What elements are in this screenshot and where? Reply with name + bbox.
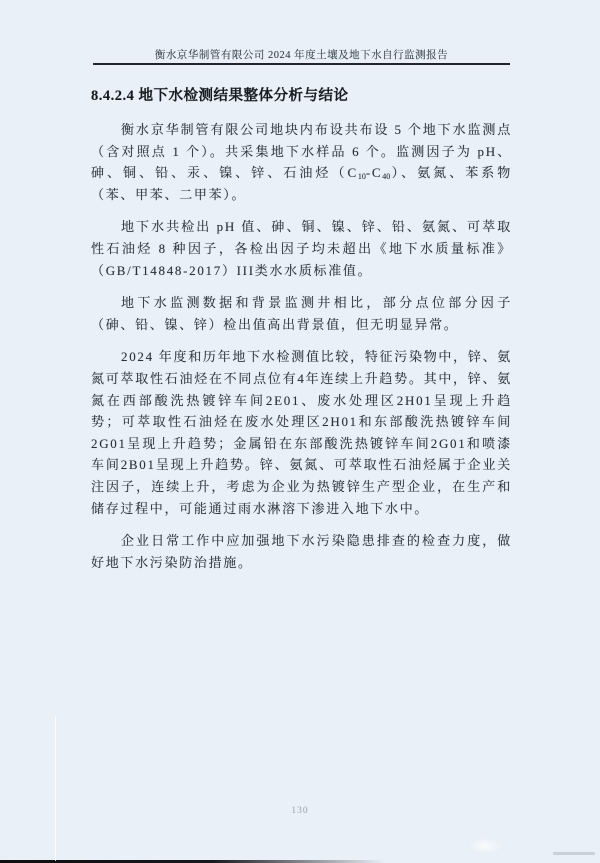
header-divider-rule	[93, 63, 510, 65]
paragraph: 衡水京华制管有限公司地块内布设共布设 5 个地下水监测点（含对照点 1 个）。共采集地下水样品 6 个。监测因子为 pH、砷、铜、铅、汞、镍、锌、石油烃$(C_{10}-C_{40})$、氨氮、苯系物（苯、甲苯、二甲苯）。	[91, 122, 512, 202]
paragraph: 2024 年度和历年地下水检测值比较，特征污染物中，锌、氨氮可萃取性石油烃在不同点位有4年连续上升趋势。其中，锌、氨氮在西部酸洗热镀锌车间2E01、废水处理区2H01呈现上升趋势；可萃取性石油烃在废水处理区2H01和东部酸洗热镀锌车间2G01呈现上升趋势；金属铅在东部酸洗热镀锌车间2G01和喷漆车间2B01呈现上升趋势。锌、氨氮、可萃取性石油烃属于企业关注因子，连续上升，考虑为企业为热镀锌生产型企业，在生产和储存过程中，可能通过雨水淋溶下渗进入地下水中。	[91, 349, 512, 516]
page-number: 130	[291, 806, 309, 816]
running-header: 衡水京华制管有限公司 2024 年度土壤及地下水自行监测报告	[154, 50, 449, 61]
scan-speckle-artifact	[468, 838, 502, 854]
subscript-text: 10	[357, 172, 366, 182]
paragraph: 企业日常工作中应加强地下水污染隐患排查的检查力度，做好地下水污染防治措施。	[91, 533, 512, 570]
paragraph: 地下水共检出 pH 值、砷、铜、镍、锌、铅、氨氮、可萃取性石油烃 8 种因子，各检出因子均未超出《地下水质量标准》（GB/T14848-2017）III类水水质标准值。	[91, 219, 512, 278]
page-content	[91, 84, 512, 584]
body-paragraphs	[91, 119, 512, 573]
subscript-text: 40	[382, 172, 391, 182]
section-heading: 8.4.2.4 地下水检测结果整体分析与结论	[91, 88, 349, 104]
scan-fold-line-artifact	[55, 716, 56, 861]
scan-smudge-artifact	[553, 852, 595, 855]
paragraph: 地下水监测数据和背景监测井相比，部分点位部分因子（砷、铅、镍、锌）检出值高出背景值，但无明显异常。	[91, 295, 512, 332]
